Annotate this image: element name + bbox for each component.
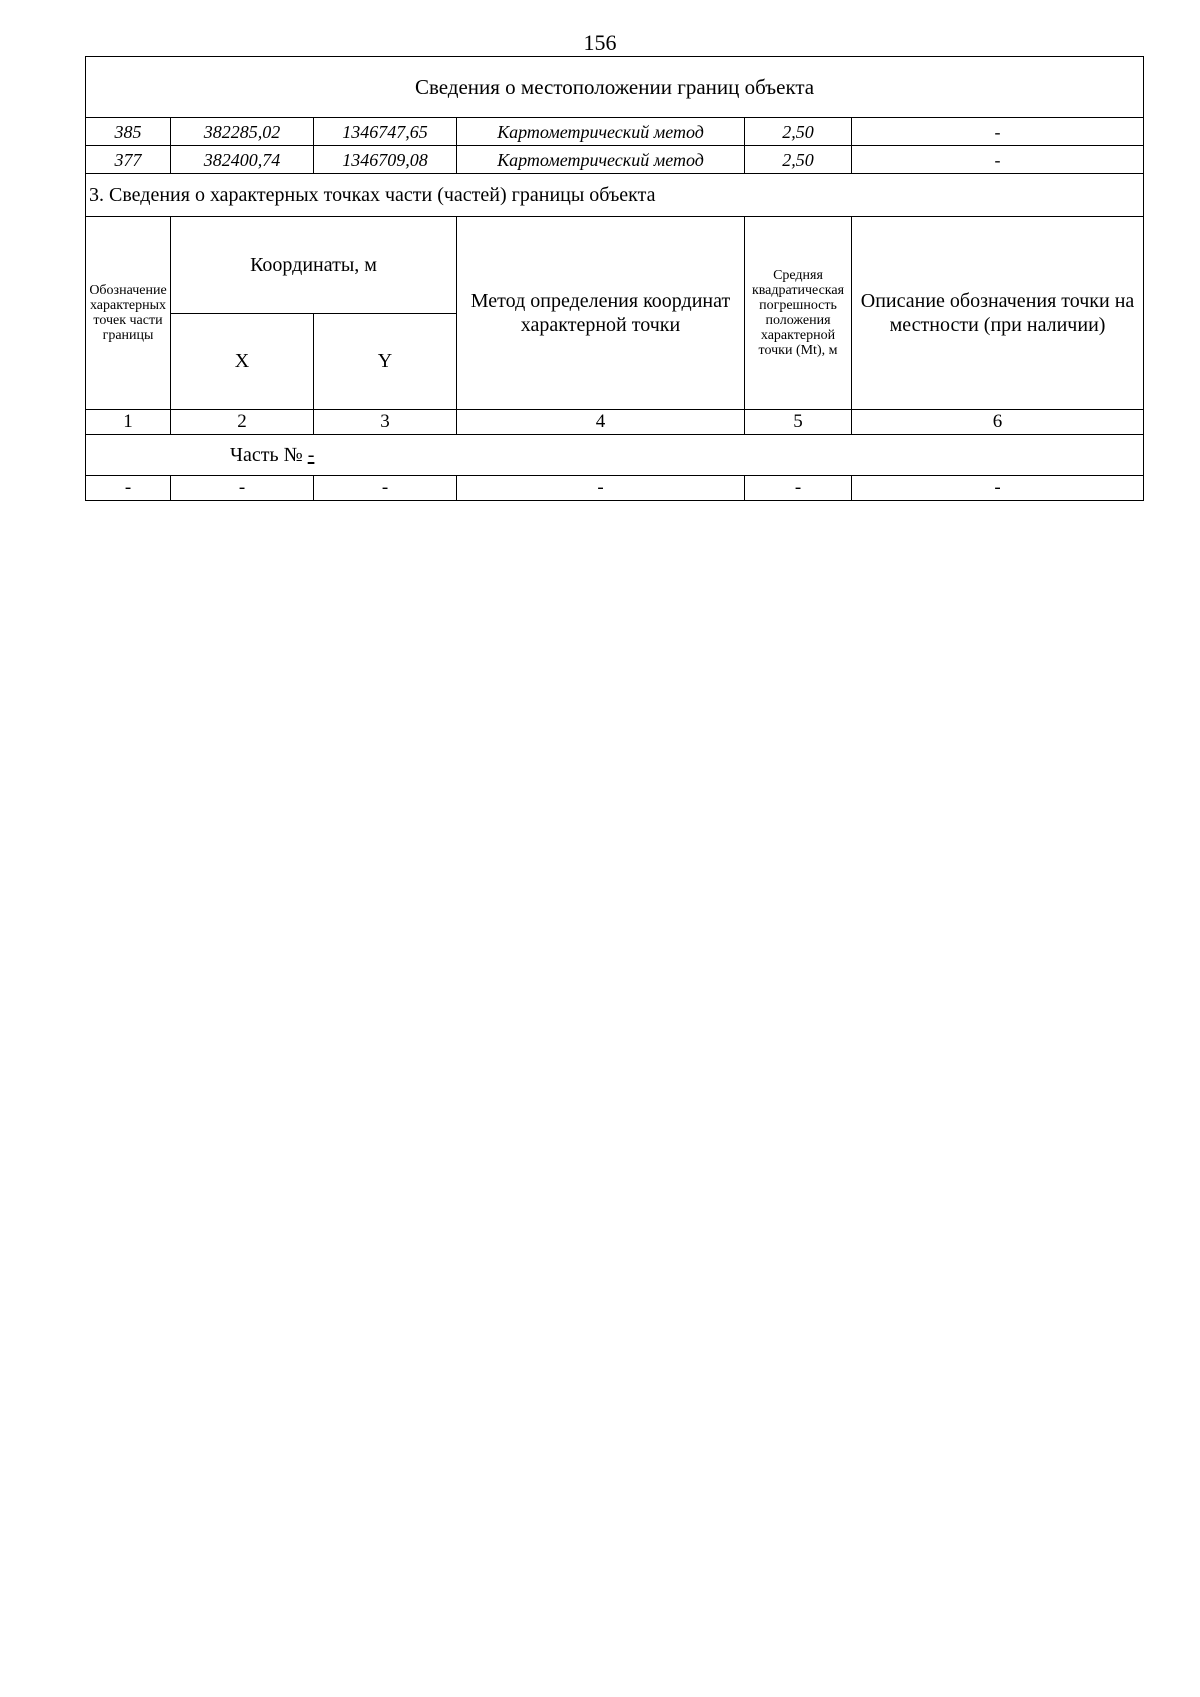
header-error: Средняя квадратическая погрешность положения характерной точки (Mt), м [745, 217, 852, 410]
empty-cell: - [745, 476, 852, 501]
description-cell: - [852, 146, 1144, 174]
empty-cell: - [86, 476, 171, 501]
column-number: 1 [86, 410, 171, 435]
header-method: Метод определения координат характерной точки [457, 217, 745, 410]
column-number: 5 [745, 410, 852, 435]
column-number: 2 [171, 410, 314, 435]
section-title-row [86, 174, 1144, 217]
empty-cell: - [314, 476, 457, 501]
x-cell: 382400,74 [171, 146, 314, 174]
header-coordinates: Координаты, м [171, 217, 457, 314]
section-title: 3. Сведения о характерных точках части (частей) границы объекта [86, 174, 1144, 217]
boundary-table [85, 56, 1144, 501]
header-y: Y [314, 313, 457, 410]
header-row-1 [86, 217, 1144, 314]
table-title-row [86, 57, 1144, 118]
y-cell: 1346747,65 [314, 118, 457, 146]
header-x: X [171, 313, 314, 410]
table-row [86, 146, 1144, 174]
method-cell: Картометрический метод [457, 118, 745, 146]
part-label: Часть № [230, 443, 303, 466]
header-designation: Обозначение характерных точек части границы [86, 217, 171, 410]
y-cell: 1346709,08 [314, 146, 457, 174]
empty-cell: - [852, 476, 1144, 501]
description-cell: - [852, 118, 1144, 146]
x-cell: 382285,02 [171, 118, 314, 146]
page-number: 156 [583, 30, 617, 55]
part-row [86, 435, 1144, 476]
table-title: Сведения о местоположении границ объекта [86, 57, 1144, 118]
method-cell: Картометрический метод [457, 146, 745, 174]
column-numbers-row [86, 410, 1144, 435]
point-id-cell: 385 [86, 118, 171, 146]
column-number: 3 [314, 410, 457, 435]
error-cell: 2,50 [745, 118, 852, 146]
table-row [86, 118, 1144, 146]
header-description: Описание обозначения точки на местности (при наличии) [852, 217, 1144, 410]
empty-cell: - [457, 476, 745, 501]
part-label-cell [86, 435, 1144, 476]
point-id-cell: 377 [86, 146, 171, 174]
error-cell: 2,50 [745, 146, 852, 174]
column-number: 6 [852, 410, 1144, 435]
empty-cell: - [171, 476, 314, 501]
column-number: 4 [457, 410, 745, 435]
part-number: - [307, 443, 315, 466]
table-row [86, 476, 1144, 501]
